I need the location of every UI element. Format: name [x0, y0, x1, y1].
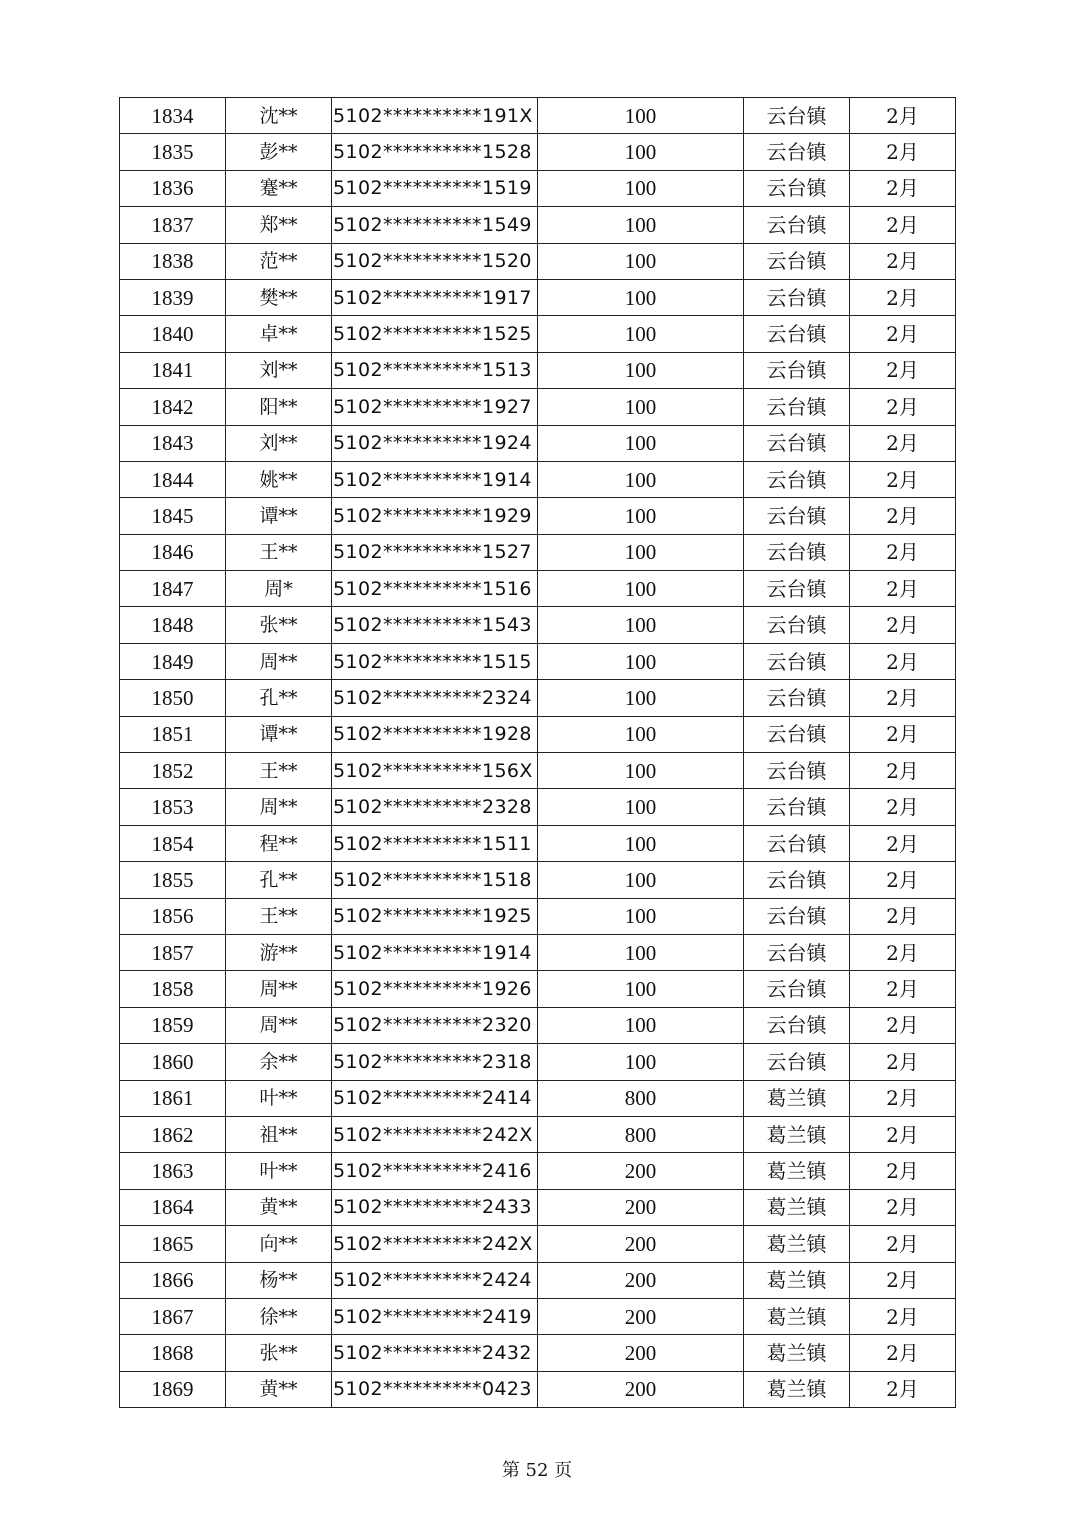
month-cell: 2月 — [850, 279, 956, 315]
name-cell: 郑** — [226, 207, 332, 243]
town-cell: 云台镇 — [744, 498, 850, 534]
name-cell: 沈** — [226, 98, 332, 134]
month-cell: 2月 — [850, 934, 956, 970]
name-cell: 谭** — [226, 498, 332, 534]
table-row — [120, 825, 956, 861]
id-number-cell: 5102**********1914 — [332, 461, 538, 497]
row-number-cell: 1846 — [120, 534, 226, 570]
town-cell: 葛兰镇 — [744, 1189, 850, 1225]
amount-cell: 100 — [538, 461, 744, 497]
name-cell: 周** — [226, 789, 332, 825]
amount-cell: 100 — [538, 316, 744, 352]
table-row — [120, 680, 956, 716]
row-number-cell: 1843 — [120, 425, 226, 461]
table-row — [120, 716, 956, 752]
name-cell: 徐** — [226, 1298, 332, 1334]
id-number-cell: 5102**********2416 — [332, 1153, 538, 1189]
id-number-cell: 5102**********1928 — [332, 716, 538, 752]
id-number-cell: 5102**********1926 — [332, 971, 538, 1007]
id-number-cell: 5102**********2424 — [332, 1262, 538, 1298]
town-cell: 云台镇 — [744, 279, 850, 315]
amount-cell: 100 — [538, 134, 744, 170]
records-table — [119, 97, 956, 1408]
table-row — [120, 1007, 956, 1043]
amount-cell: 100 — [538, 898, 744, 934]
month-cell: 2月 — [850, 134, 956, 170]
id-number-cell: 5102**********1929 — [332, 498, 538, 534]
town-cell: 葛兰镇 — [744, 1371, 850, 1407]
table-row — [120, 316, 956, 352]
row-number-cell: 1848 — [120, 607, 226, 643]
row-number-cell: 1839 — [120, 279, 226, 315]
id-number-cell: 5102**********242X — [332, 1116, 538, 1152]
row-number-cell: 1851 — [120, 716, 226, 752]
id-number-cell: 5102**********2324 — [332, 680, 538, 716]
name-cell: 黄** — [226, 1189, 332, 1225]
amount-cell: 100 — [538, 1007, 744, 1043]
month-cell: 2月 — [850, 971, 956, 1007]
table-row — [120, 1189, 956, 1225]
month-cell: 2月 — [850, 207, 956, 243]
name-cell: 姚** — [226, 461, 332, 497]
name-cell: 周** — [226, 643, 332, 679]
amount-cell: 200 — [538, 1189, 744, 1225]
id-number-cell: 5102**********2419 — [332, 1298, 538, 1334]
name-cell: 游** — [226, 934, 332, 970]
town-cell: 云台镇 — [744, 170, 850, 206]
table-row — [120, 98, 956, 134]
town-cell: 云台镇 — [744, 461, 850, 497]
town-cell: 葛兰镇 — [744, 1080, 850, 1116]
name-cell: 樊** — [226, 279, 332, 315]
id-number-cell: 5102**********2432 — [332, 1335, 538, 1371]
row-number-cell: 1847 — [120, 571, 226, 607]
month-cell: 2月 — [850, 534, 956, 570]
table-row — [120, 389, 956, 425]
town-cell: 云台镇 — [744, 680, 850, 716]
row-number-cell: 1861 — [120, 1080, 226, 1116]
town-cell: 云台镇 — [744, 316, 850, 352]
id-number-cell: 5102**********2433 — [332, 1189, 538, 1225]
records-table-body — [120, 98, 956, 1408]
id-number-cell: 5102**********242X — [332, 1226, 538, 1262]
amount-cell: 100 — [538, 389, 744, 425]
month-cell: 2月 — [850, 680, 956, 716]
name-cell: 阳** — [226, 389, 332, 425]
row-number-cell: 1852 — [120, 753, 226, 789]
town-cell: 云台镇 — [744, 825, 850, 861]
town-cell: 云台镇 — [744, 898, 850, 934]
row-number-cell: 1854 — [120, 825, 226, 861]
amount-cell: 100 — [538, 534, 744, 570]
amount-cell: 100 — [538, 571, 744, 607]
id-number-cell: 5102**********1924 — [332, 425, 538, 461]
month-cell: 2月 — [850, 643, 956, 679]
town-cell: 云台镇 — [744, 862, 850, 898]
id-number-cell: 5102**********1927 — [332, 389, 538, 425]
row-number-cell: 1869 — [120, 1371, 226, 1407]
month-cell: 2月 — [850, 716, 956, 752]
town-cell: 云台镇 — [744, 753, 850, 789]
row-number-cell: 1836 — [120, 170, 226, 206]
name-cell: 彭** — [226, 134, 332, 170]
row-number-cell: 1842 — [120, 389, 226, 425]
name-cell: 王** — [226, 898, 332, 934]
town-cell: 云台镇 — [744, 971, 850, 1007]
table-row — [120, 425, 956, 461]
amount-cell: 100 — [538, 753, 744, 789]
town-cell: 葛兰镇 — [744, 1226, 850, 1262]
month-cell: 2月 — [850, 862, 956, 898]
amount-cell: 100 — [538, 243, 744, 279]
table-row — [120, 279, 956, 315]
amount-cell: 100 — [538, 643, 744, 679]
month-cell: 2月 — [850, 352, 956, 388]
table-row — [120, 498, 956, 534]
town-cell: 葛兰镇 — [744, 1298, 850, 1334]
amount-cell: 200 — [538, 1262, 744, 1298]
name-cell: 程** — [226, 825, 332, 861]
month-cell: 2月 — [850, 1044, 956, 1080]
amount-cell: 200 — [538, 1226, 744, 1262]
name-cell: 余** — [226, 1044, 332, 1080]
table-row — [120, 243, 956, 279]
id-number-cell: 5102**********156X — [332, 753, 538, 789]
month-cell: 2月 — [850, 1262, 956, 1298]
row-number-cell: 1860 — [120, 1044, 226, 1080]
id-number-cell: 5102**********1520 — [332, 243, 538, 279]
town-cell: 葛兰镇 — [744, 1262, 850, 1298]
id-number-cell: 5102**********1513 — [332, 352, 538, 388]
table-row — [120, 1371, 956, 1407]
month-cell: 2月 — [850, 1226, 956, 1262]
name-cell: 向** — [226, 1226, 332, 1262]
id-number-cell: 5102**********1518 — [332, 862, 538, 898]
month-cell: 2月 — [850, 789, 956, 825]
amount-cell: 100 — [538, 498, 744, 534]
table-row — [120, 461, 956, 497]
table-row — [120, 1335, 956, 1371]
row-number-cell: 1835 — [120, 134, 226, 170]
month-cell: 2月 — [850, 1335, 956, 1371]
name-cell: 孔** — [226, 680, 332, 716]
table-row — [120, 643, 956, 679]
month-cell: 2月 — [850, 1007, 956, 1043]
row-number-cell: 1838 — [120, 243, 226, 279]
amount-cell: 100 — [538, 352, 744, 388]
name-cell: 卓** — [226, 316, 332, 352]
name-cell: 张** — [226, 1335, 332, 1371]
town-cell: 云台镇 — [744, 425, 850, 461]
table-row — [120, 571, 956, 607]
town-cell: 云台镇 — [744, 389, 850, 425]
month-cell: 2月 — [850, 825, 956, 861]
name-cell: 王** — [226, 753, 332, 789]
row-number-cell: 1845 — [120, 498, 226, 534]
table-row — [120, 971, 956, 1007]
row-number-cell: 1864 — [120, 1189, 226, 1225]
amount-cell: 100 — [538, 170, 744, 206]
name-cell: 叶** — [226, 1080, 332, 1116]
row-number-cell: 1837 — [120, 207, 226, 243]
id-number-cell: 5102**********1549 — [332, 207, 538, 243]
table-row — [120, 207, 956, 243]
id-number-cell: 5102**********1516 — [332, 571, 538, 607]
amount-cell: 100 — [538, 98, 744, 134]
month-cell: 2月 — [850, 1298, 956, 1334]
month-cell: 2月 — [850, 170, 956, 206]
id-number-cell: 5102**********1515 — [332, 643, 538, 679]
name-cell: 叶** — [226, 1153, 332, 1189]
row-number-cell: 1840 — [120, 316, 226, 352]
name-cell: 蹇** — [226, 170, 332, 206]
amount-cell: 100 — [538, 971, 744, 1007]
month-cell: 2月 — [850, 425, 956, 461]
row-number-cell: 1856 — [120, 898, 226, 934]
town-cell: 云台镇 — [744, 98, 850, 134]
amount-cell: 100 — [538, 862, 744, 898]
id-number-cell: 5102**********1519 — [332, 170, 538, 206]
id-number-cell: 5102**********1914 — [332, 934, 538, 970]
row-number-cell: 1868 — [120, 1335, 226, 1371]
table-row — [120, 134, 956, 170]
amount-cell: 200 — [538, 1371, 744, 1407]
id-number-cell: 5102**********2414 — [332, 1080, 538, 1116]
table-row — [120, 1080, 956, 1116]
month-cell: 2月 — [850, 607, 956, 643]
month-cell: 2月 — [850, 1080, 956, 1116]
id-number-cell: 5102**********1528 — [332, 134, 538, 170]
month-cell: 2月 — [850, 571, 956, 607]
name-cell: 杨** — [226, 1262, 332, 1298]
town-cell: 云台镇 — [744, 243, 850, 279]
page-number: 第 52 页 — [501, 1460, 573, 1481]
amount-cell: 100 — [538, 425, 744, 461]
row-number-cell: 1865 — [120, 1226, 226, 1262]
name-cell: 范** — [226, 243, 332, 279]
amount-cell: 100 — [538, 279, 744, 315]
amount-cell: 100 — [538, 789, 744, 825]
town-cell: 云台镇 — [744, 571, 850, 607]
name-cell: 王** — [226, 534, 332, 570]
amount-cell: 800 — [538, 1080, 744, 1116]
row-number-cell: 1867 — [120, 1298, 226, 1334]
table-row — [120, 1298, 956, 1334]
month-cell: 2月 — [850, 461, 956, 497]
amount-cell: 100 — [538, 1044, 744, 1080]
month-cell: 2月 — [850, 898, 956, 934]
amount-cell: 200 — [538, 1298, 744, 1334]
month-cell: 2月 — [850, 498, 956, 534]
table-row — [120, 170, 956, 206]
table-row — [120, 1116, 956, 1152]
table-row — [120, 352, 956, 388]
table-row — [120, 789, 956, 825]
id-number-cell: 5102**********0423 — [332, 1371, 538, 1407]
table-row — [120, 862, 956, 898]
town-cell: 云台镇 — [744, 643, 850, 679]
town-cell: 葛兰镇 — [744, 1335, 850, 1371]
name-cell: 周* — [226, 571, 332, 607]
name-cell: 刘** — [226, 352, 332, 388]
row-number-cell: 1855 — [120, 862, 226, 898]
name-cell: 张** — [226, 607, 332, 643]
table-row — [120, 534, 956, 570]
town-cell: 云台镇 — [744, 134, 850, 170]
id-number-cell: 5102**********2328 — [332, 789, 538, 825]
town-cell: 云台镇 — [744, 534, 850, 570]
amount-cell: 800 — [538, 1116, 744, 1152]
name-cell: 谭** — [226, 716, 332, 752]
id-number-cell: 5102**********191X — [332, 98, 538, 134]
town-cell: 云台镇 — [744, 207, 850, 243]
month-cell: 2月 — [850, 1371, 956, 1407]
row-number-cell: 1853 — [120, 789, 226, 825]
table-row — [120, 753, 956, 789]
town-cell: 葛兰镇 — [744, 1116, 850, 1152]
id-number-cell: 5102**********1525 — [332, 316, 538, 352]
id-number-cell: 5102**********2318 — [332, 1044, 538, 1080]
amount-cell: 200 — [538, 1335, 744, 1371]
amount-cell: 100 — [538, 207, 744, 243]
name-cell: 黄** — [226, 1371, 332, 1407]
table-row — [120, 1226, 956, 1262]
id-number-cell: 5102**********1917 — [332, 279, 538, 315]
month-cell: 2月 — [850, 389, 956, 425]
id-number-cell: 5102**********1543 — [332, 607, 538, 643]
town-cell: 云台镇 — [744, 352, 850, 388]
name-cell: 孔** — [226, 862, 332, 898]
name-cell: 周** — [226, 971, 332, 1007]
town-cell: 葛兰镇 — [744, 1153, 850, 1189]
table-row — [120, 607, 956, 643]
month-cell: 2月 — [850, 1189, 956, 1225]
id-number-cell: 5102**********1511 — [332, 825, 538, 861]
town-cell: 云台镇 — [744, 934, 850, 970]
amount-cell: 100 — [538, 934, 744, 970]
town-cell: 云台镇 — [744, 1044, 850, 1080]
row-number-cell: 1857 — [120, 934, 226, 970]
month-cell: 2月 — [850, 243, 956, 279]
amount-cell: 100 — [538, 607, 744, 643]
table-row — [120, 934, 956, 970]
month-cell: 2月 — [850, 316, 956, 352]
table-row — [120, 1044, 956, 1080]
row-number-cell: 1859 — [120, 1007, 226, 1043]
month-cell: 2月 — [850, 1116, 956, 1152]
amount-cell: 100 — [538, 680, 744, 716]
month-cell: 2月 — [850, 98, 956, 134]
id-number-cell: 5102**********1925 — [332, 898, 538, 934]
month-cell: 2月 — [850, 1153, 956, 1189]
row-number-cell: 1863 — [120, 1153, 226, 1189]
table-row — [120, 1153, 956, 1189]
row-number-cell: 1862 — [120, 1116, 226, 1152]
row-number-cell: 1866 — [120, 1262, 226, 1298]
name-cell: 周** — [226, 1007, 332, 1043]
amount-cell: 200 — [538, 1153, 744, 1189]
amount-cell: 100 — [538, 716, 744, 752]
row-number-cell: 1841 — [120, 352, 226, 388]
row-number-cell: 1850 — [120, 680, 226, 716]
town-cell: 云台镇 — [744, 716, 850, 752]
row-number-cell: 1849 — [120, 643, 226, 679]
row-number-cell: 1858 — [120, 971, 226, 1007]
name-cell: 刘** — [226, 425, 332, 461]
row-number-cell: 1844 — [120, 461, 226, 497]
town-cell: 云台镇 — [744, 607, 850, 643]
town-cell: 云台镇 — [744, 789, 850, 825]
id-number-cell: 5102**********1527 — [332, 534, 538, 570]
id-number-cell: 5102**********2320 — [332, 1007, 538, 1043]
month-cell: 2月 — [850, 753, 956, 789]
amount-cell: 100 — [538, 825, 744, 861]
town-cell: 云台镇 — [744, 1007, 850, 1043]
name-cell: 祖** — [226, 1116, 332, 1152]
row-number-cell: 1834 — [120, 98, 226, 134]
table-row — [120, 1262, 956, 1298]
table-row — [120, 898, 956, 934]
